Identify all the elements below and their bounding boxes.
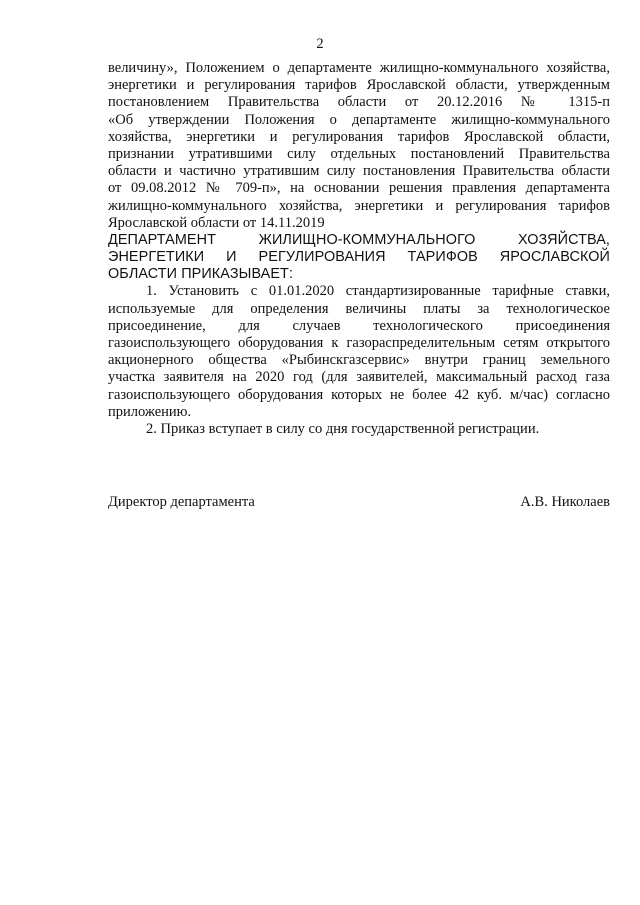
order-header-line: ЭНЕРГЕТИКИ И РЕГУЛИРОВАНИЯ ТАРИФОВ ЯРОСЛАВСКОЙ [108, 249, 610, 266]
text-line: газоиспользующего оборудования к газораспределительным сетям открытого [108, 335, 610, 351]
text-line: величину», Положением о департаменте жилищно-коммунального хозяйства, [108, 60, 610, 76]
order-header-line: ОБЛАСТИ ПРИКАЗЫВАЕТ: [108, 266, 294, 283]
order-item-2 [108, 421, 610, 438]
page-number: 2 [316, 36, 324, 52]
text-line: признании утратившими силу отдельных постановлений Правительства [108, 145, 610, 162]
text-line: Ярославской области от 14.11.2019 [108, 214, 325, 231]
text-line: используемые для определения величины платы за технологическое [108, 300, 610, 317]
text-line: 1. Установить с 01.01.2020 стандартизированные тарифные ставки, [146, 283, 610, 300]
text-line: жилищно-коммунального хозяйства, энергетики и регулирования тарифов [108, 197, 610, 214]
text-line: энергетики и регулирования тарифов Ярославской области, утвержденным [108, 77, 610, 94]
preamble-paragraph [108, 60, 610, 232]
text-line: приложению. [108, 403, 192, 420]
text-line: участка заявителя на 2020 год (для заявителей, максимальный расход газа [108, 369, 610, 386]
text-line: хозяйства, энергетики и регулирования тарифов Ярославской области, [108, 128, 610, 145]
signatory-role: Директор департамента [108, 494, 255, 510]
text-line: постановлением Правительства области от 20.12.2016 № 1315-п [108, 94, 610, 111]
text-line: от 09.08.2012 № 709-п», на основании решения правления департамента [108, 180, 610, 197]
signatory-name: А.В. Николаев [520, 494, 610, 510]
text-line: акционерного общества «Рыбинскгазсервис» внутри границ земельного [108, 352, 610, 369]
text-line: газоиспользующего оборудования которых не более 42 куб. м/час) согласно [108, 386, 610, 403]
order-item-1 [108, 283, 610, 421]
order-header [108, 232, 610, 284]
document-body [108, 60, 610, 438]
text-line: 2. Приказ вступает в силу со дня государственной регистрации. [146, 420, 540, 437]
order-header-line: ДЕПАРТАМЕНТ ЖИЛИЩНО-КОММУНАЛЬНОГО ХОЗЯЙСТВА, [108, 231, 610, 248]
text-line: области и частично утратившим силу постановления Правительства области [108, 163, 610, 180]
text-line: «Об утверждении Положения о департаменте жилищно-коммунального [108, 111, 610, 128]
text-line: присоединение, для случаев технологического присоединения [108, 317, 610, 334]
